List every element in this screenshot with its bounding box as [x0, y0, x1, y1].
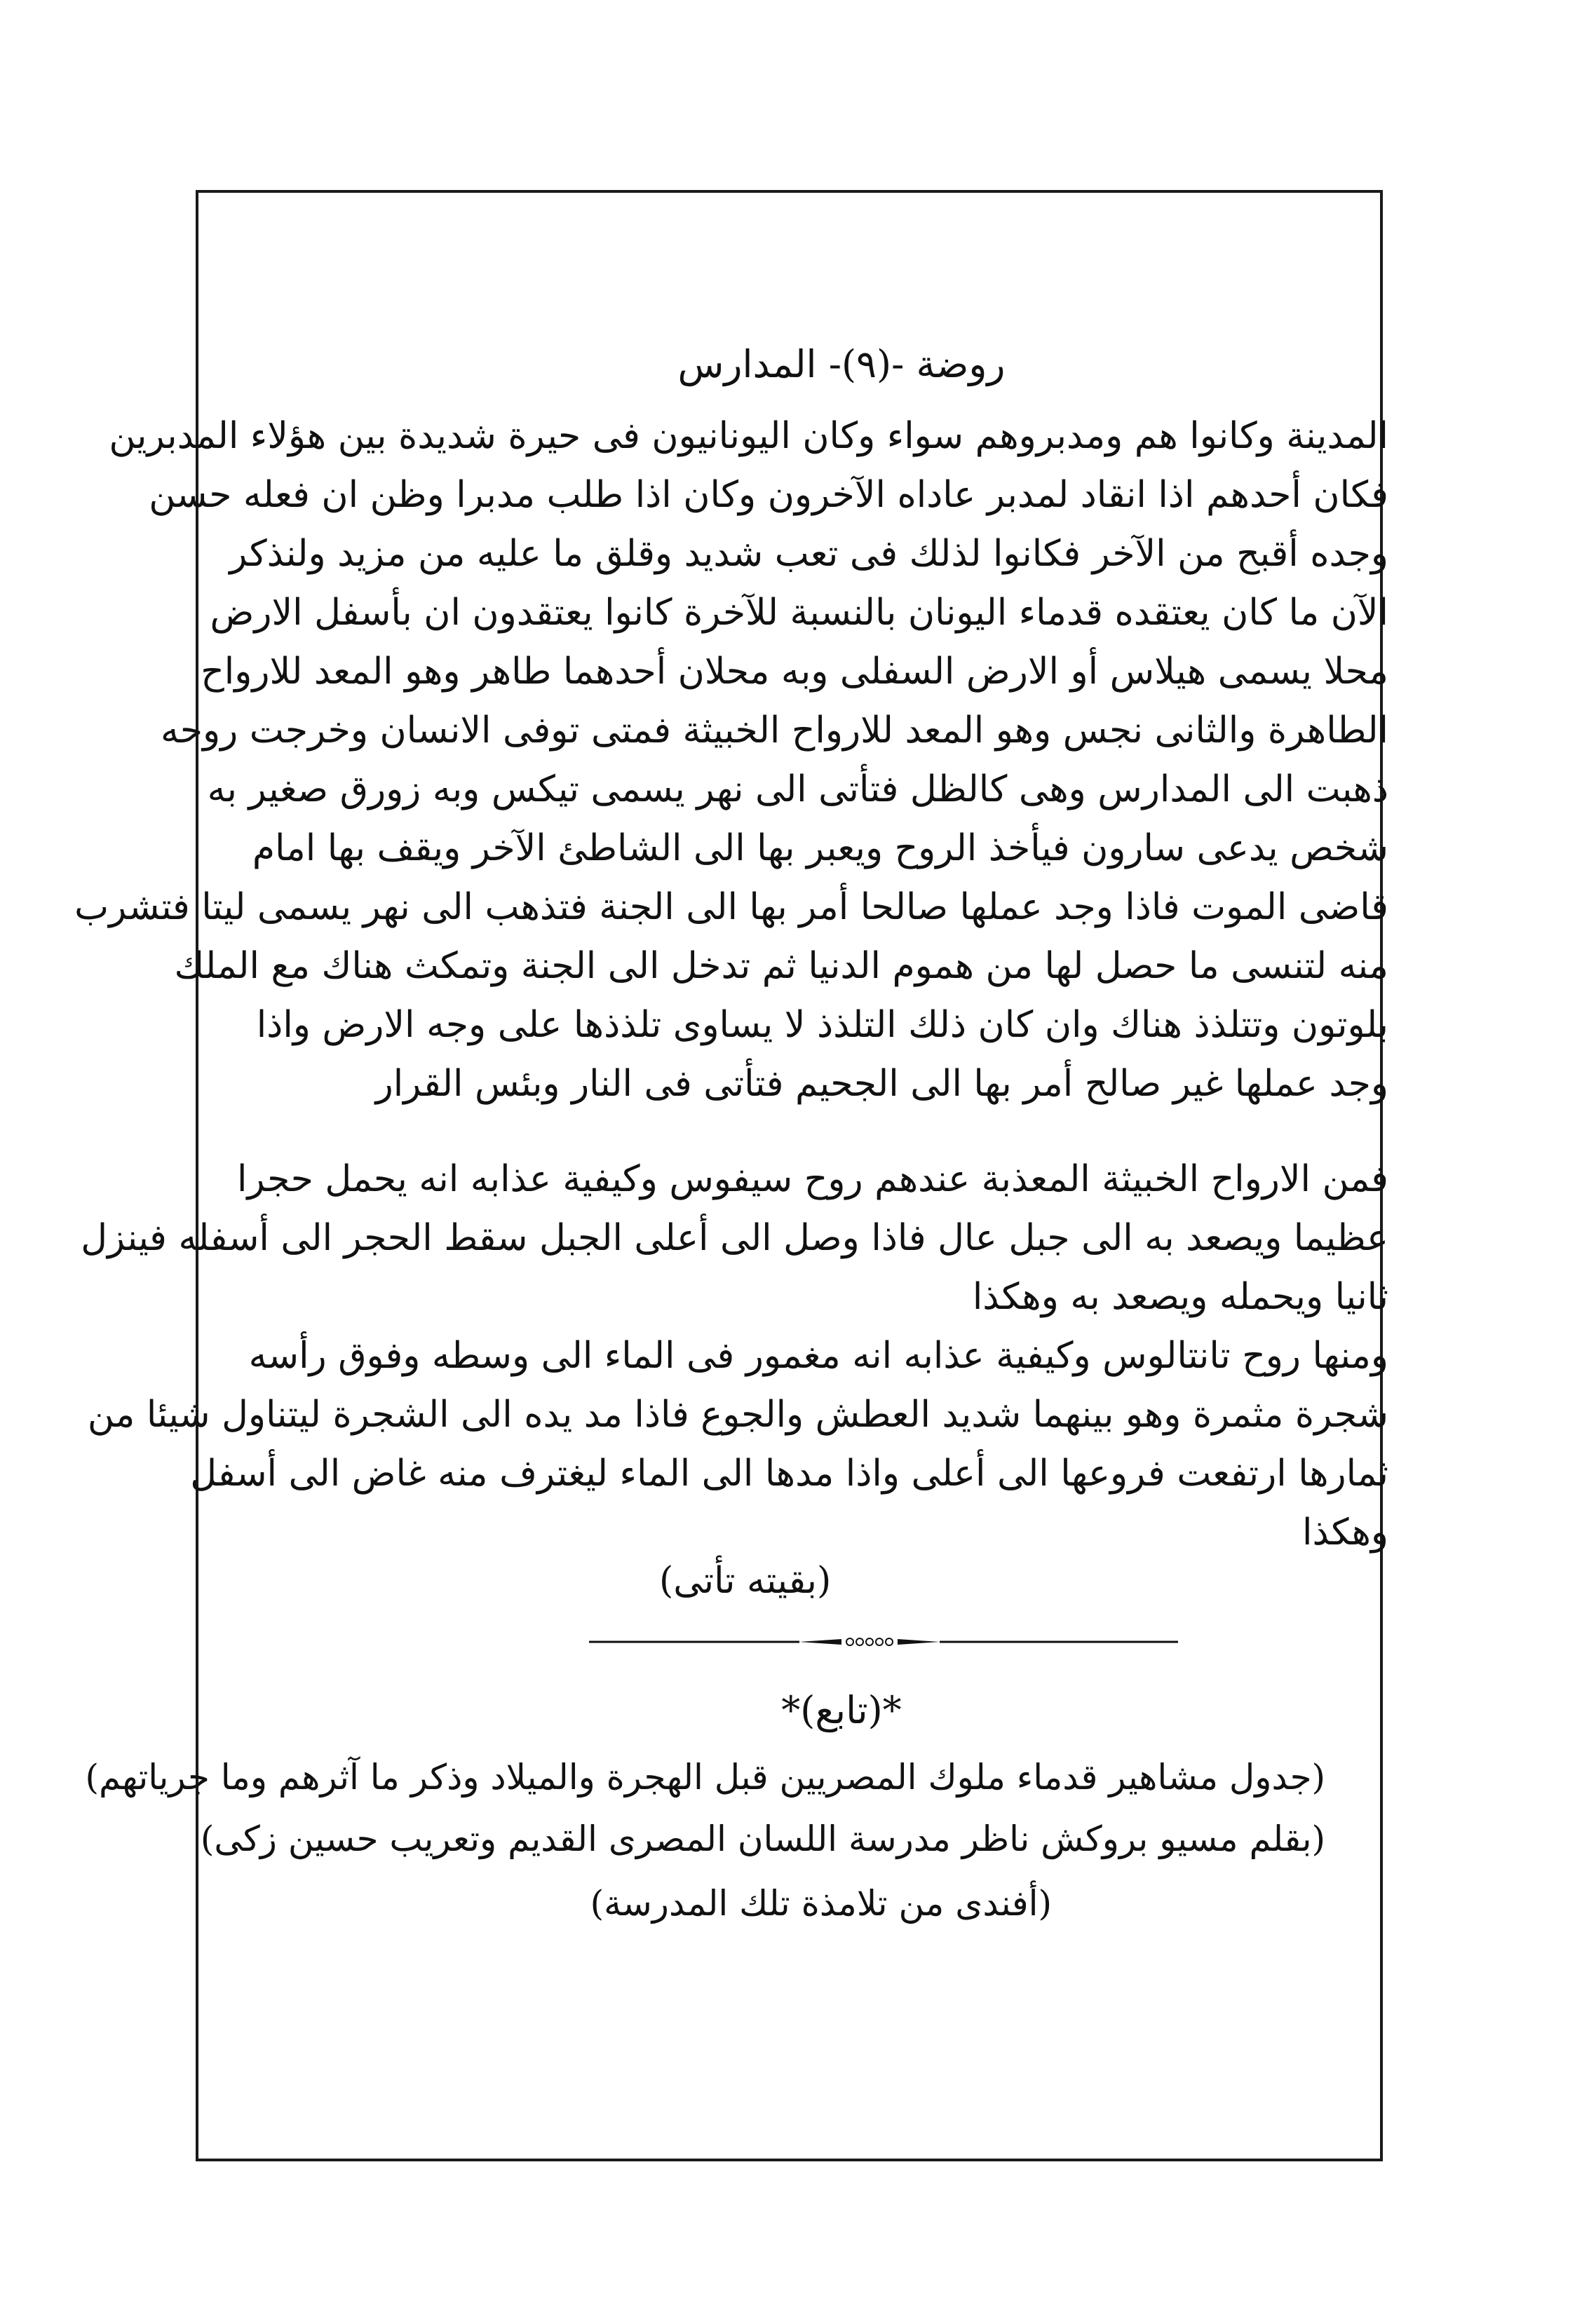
text-line: ومنها روح تانتالوس وكيفية عذابه انه مغمور فى الماء الى وسطه وفوق رأسه [248, 1335, 1388, 1377]
text-line: الآن ما كان يعتقده قدماء اليونان بالنسبة للآخرة كانوا يعتقدون ان بأسفل الارض [210, 592, 1388, 634]
to-be-continued-note: (بقيته تأتى) [659, 1560, 832, 1602]
paragraph-3 [87, 1326, 1388, 1562]
text-line: الطاهرة والثانى نجس وهو المعد للارواح الخبيثة فمتى توفى الانسان وخرجت روحه [161, 709, 1388, 752]
text-line: شخص يدعى سارون فيأخذ الروح ويعبر بها الى الشاطئ الآخر ويقف بها امام [252, 827, 1388, 869]
ornamental-separator [589, 1637, 1178, 1647]
paragraph-1 [74, 407, 1388, 1113]
text-line: شجرة مثمرة وهو بينهما شديد العطش والجوع فاذا مد يده الى الشجرة ليتناول شيئا من [87, 1394, 1388, 1436]
translator-line: (أفندى من تلامذة تلك المدرسة) [590, 1883, 1052, 1924]
text-line: وهكذا [1302, 1511, 1388, 1554]
text-line: ثمارها ارتفعت فروعها الى أعلى واذا مدها الى الماء ليغترف منه غاض الى أسفل [190, 1453, 1388, 1495]
text-line: فمن الارواح الخبيثة المعذبة عندهم روح سيفوس وكيفية عذابه انه يحمل حجرا [237, 1158, 1388, 1200]
text-line: فكان أحدهم اذا انقاد لمدبر عاداه الآخرون وكان اذا طلب مدبرا وظن ان فعله حسن [149, 474, 1388, 516]
text-line: وجد عملها غير صالح أمر بها الى الجحيم فتأتى فى النار وبئس القرار [375, 1063, 1388, 1105]
text-line: منه لتنسى ما حصل لها من هموم الدنيا ثم تدخل الى الجنة وتمكث هناك مع الملك [174, 945, 1388, 987]
text-line: بلوتون وتتلذذ هناك وان كان ذلك التلذذ لا يساوى تلذذها على وجه الارض واذا [256, 1004, 1388, 1046]
page-header: روضة -(٩)- المدارس [677, 342, 1006, 386]
text-line: عظيما ويصعد به الى جبل عال فاذا وصل الى أعلى الجبل سقط الحجر الى أسفله فينزل [81, 1217, 1388, 1259]
table-title: (جدول مشاهير قدماء ملوك المصريين قبل الهجرة والميلاد وذكر ما آثرهم وما جرياتهم) [85, 1757, 1325, 1798]
paragraph-2 [81, 1150, 1388, 1326]
text-line: قاضى الموت فاذا وجد عملها صالحا أمر بها الى الجنة فتذهب الى نهر يسمى ليتا فتشرب [74, 886, 1388, 928]
text-line: وجده أقبح من الآخر فكانوا لذلك فى تعب شديد وقلق ما عليه من مزيد ولنذكر [229, 533, 1388, 575]
section-heading: *(تابع)* [781, 1688, 902, 1732]
author-line: (بقلم مسيو بروكش ناظر مدرسة اللسان المصرى القديم وتعريب حسين زكى) [200, 1819, 1325, 1859]
text-line: ثانيا ويحمله ويصعد به وهكذا [972, 1276, 1388, 1318]
text-line: ذهبت الى المدارس وهى كالظل فتأتى الى نهر يسمى تيكس وبه زورق صغير به [207, 768, 1388, 810]
text-line: المدينة وكانوا هم ومدبروهم سواء وكان اليونانيون فى حيرة شديدة بين هؤلاء المدبرين [109, 415, 1388, 457]
text-line: محلا يسمى هيلاس أو الارض السفلى وبه محلان أحدهما طاهر وهو المعد للارواح [201, 651, 1388, 693]
